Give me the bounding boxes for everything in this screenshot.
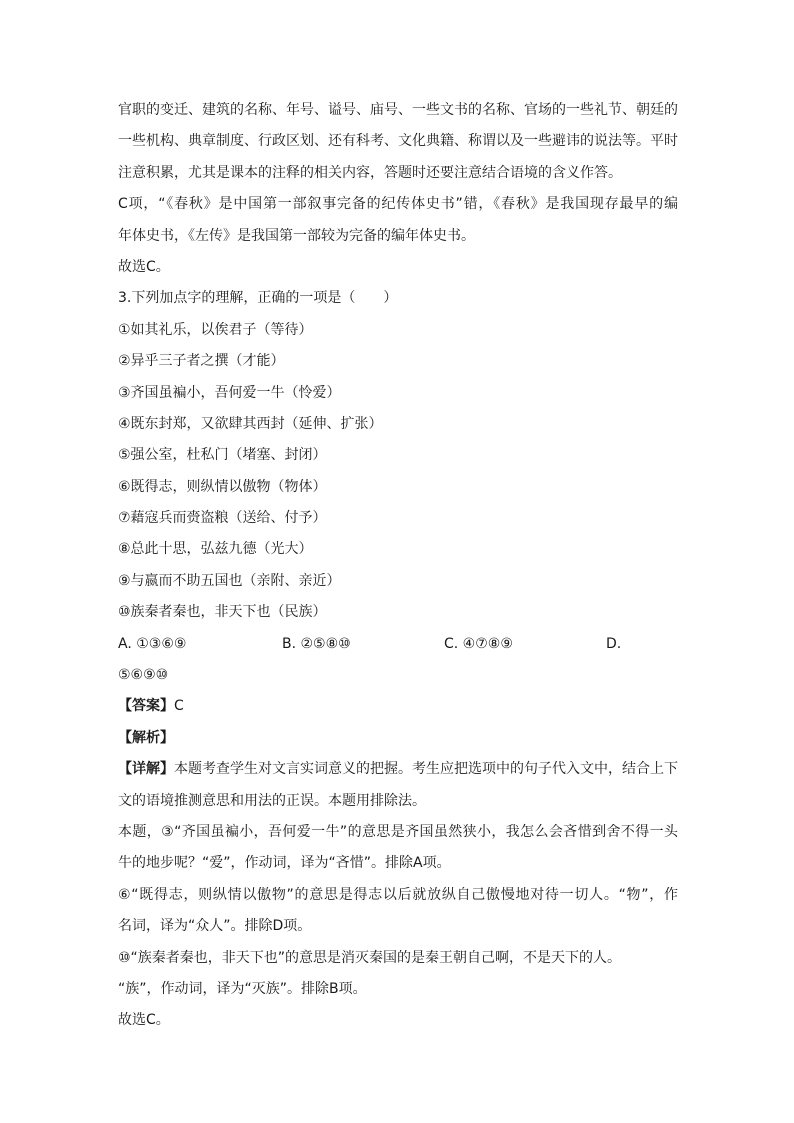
question-item: ⑥既得志，则纵情以傲物（物体） xyxy=(118,478,327,495)
option-d-continued: ⑤⑥⑨⑩ xyxy=(118,667,169,684)
detail-text: 本题考查学生对文言实词意义的把握。考生应把选项中的句子代入文中，结合上下 xyxy=(174,761,678,778)
detail-line: 牛的地步呢？“爱”，作动词，译为“吝惜”。排除A项。 xyxy=(118,855,451,872)
answer-value: C xyxy=(174,698,184,715)
paragraph-line: C项，“《春秋》是中国第一部叙事完备的纪传体史书”错，《春秋》是我国现存最早的编 xyxy=(118,196,678,213)
paragraph-line: 官职的变迁、建筑的名称、年号、谥号、庙号、一些文书的名称、官场的一些礼节、朝廷的 xyxy=(118,102,678,118)
detail-line xyxy=(118,754,678,785)
answer-options xyxy=(118,629,678,660)
document-page xyxy=(118,95,678,1037)
detail-line: 文的语境推测意思和用法的正误。本题用排除法。 xyxy=(118,792,426,809)
question-item: ④既东封郑，又欲肆其西封（延伸、扩张） xyxy=(118,415,383,432)
question-item: ②异乎三子者之撰（才能） xyxy=(118,353,285,370)
question-item: ⑩族秦者秦也，非天下也（民族） xyxy=(118,604,327,621)
detail-label: 【详解】 xyxy=(118,761,174,778)
option-c: C. ④⑦⑧⑨ xyxy=(444,635,513,652)
question-item: ③齐国虽褊小，吾何爱一牛（怜爱） xyxy=(118,384,341,401)
conclusion-line: 故选C。 xyxy=(118,1012,170,1029)
question-item: ⑦藉寇兵而赍盗粮（送给、付予） xyxy=(118,510,327,527)
paragraph-line: 年体史书，《左传》是我国第一部较为完备的编年体史书。 xyxy=(118,227,475,244)
question-item: ⑨与嬴而不助五国也（亲附、亲近） xyxy=(118,572,341,589)
paragraph-line: 注意积累，尤其是课本的注释的相关内容，答题时还要注意结合语境的含义作答。 xyxy=(118,164,622,181)
question-stem: 3.下列加点字的理解，正确的一项是（ ） xyxy=(118,290,398,307)
option-d: D. xyxy=(606,635,622,652)
detail-line: “族”，作动词，译为“灭族”。排除B项。 xyxy=(118,980,367,997)
analysis-heading: 【解析】 xyxy=(118,729,174,746)
detail-line: 名词，译为“众人”。排除D项。 xyxy=(118,918,312,935)
paragraph-line: 一些机构、典章制度、行政区划、还有科考、文化典籍、称谓以及一些避讳的说法等。平时 xyxy=(118,133,678,150)
answer-label: 【答案】 xyxy=(118,698,174,715)
option-a: A. ①③⑥⑨ xyxy=(118,635,187,652)
conclusion-line: 故选C。 xyxy=(118,258,170,275)
detail-line: ⑩“族秦者秦也，非天下也”的意思是消灭秦国的是秦王朝自己啊，不是天下的人。 xyxy=(118,949,622,966)
question-item: ⑤强公室，杜私门（堵塞、封闭） xyxy=(118,447,327,464)
detail-line: ⑥“既得志，则纵情以傲物”的意思是得志以后就放纵自己傲慢地对待一切人。“物”，作 xyxy=(118,886,678,903)
detail-line: 本题，③“齐国虽褊小，吾何爱一牛”的意思是齐国虽然狭小，我怎么会吝惜到舍不得一头 xyxy=(118,823,678,840)
answer-line xyxy=(118,691,678,722)
question-item: ①如其礼乐，以俟君子（等待） xyxy=(118,321,313,338)
option-b: B. ②⑤⑧⑩ xyxy=(282,635,351,652)
question-item: ⑧总此十思，弘兹九德（光大） xyxy=(118,541,313,558)
